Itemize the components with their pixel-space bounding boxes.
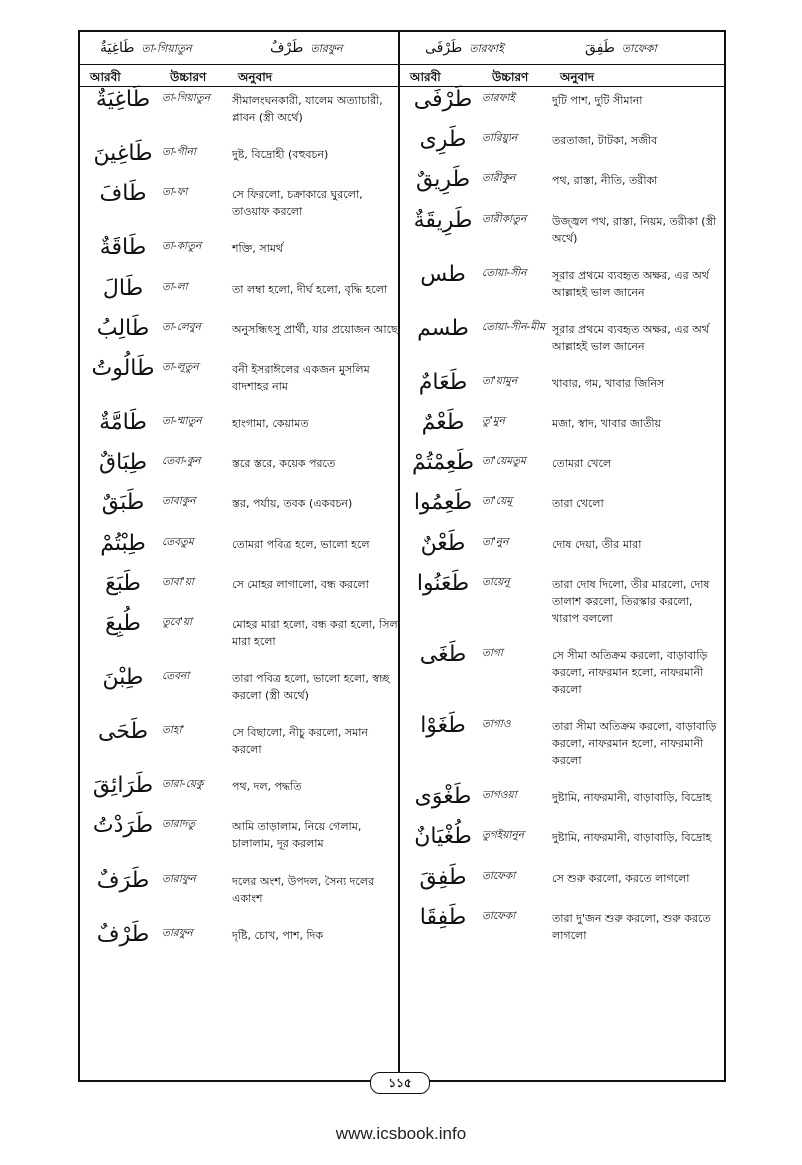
translation: দুষ্টামি, নাফরমানী, বাড়াবাড়ি, বিদ্রোহ <box>552 791 712 805</box>
arabic-word: طَرَدْتُ <box>92 813 154 839</box>
arabic-word: طِبْتُمْ <box>100 530 146 556</box>
translation: দৃষ্টি, চোখ, পাশ, দিক <box>232 928 324 942</box>
pronunciation: তা-কাতুন <box>162 240 202 253</box>
dictionary-entry <box>84 867 402 907</box>
dictionary-entry <box>404 570 722 627</box>
arabic-word: طَاغِينَ <box>93 141 153 167</box>
pronunciation: তা'নুন <box>482 535 509 548</box>
dictionary-entry <box>404 530 722 556</box>
arabic-word: طَغَى <box>419 641 467 667</box>
arabic-word: طَالِبُ <box>96 315 150 341</box>
translation: তারা পবিত্র হলো, ভালো হলো, স্বচ্ছ করলো (স্ত্রী অর্থে) <box>232 672 390 703</box>
dictionary-entry <box>404 409 722 435</box>
pronunciation: তারীকাতুন <box>482 212 527 225</box>
pronunciation: তা'য়েমতুম <box>482 455 526 468</box>
guide-word-3: طَرْفَى তারফাই <box>425 40 504 56</box>
translation: দোষ দেয়া, তীর মারা <box>552 537 642 551</box>
translation: দুষ্ট, বিদ্রোহী (বহুবচন) <box>232 148 329 162</box>
header-arabic-left: আরবী <box>90 70 121 84</box>
dictionary-entry <box>404 823 722 849</box>
pronunciation: তু'মুন <box>482 415 505 428</box>
pronunciation: তুবে'য়া <box>162 615 193 628</box>
pronunciation: তা-লা <box>162 280 188 293</box>
dictionary-entry <box>84 921 402 947</box>
arabic-word: طَغْوَى <box>414 784 472 810</box>
dictionary-entry <box>84 315 402 341</box>
pronunciation: তোয়া-সীন <box>482 266 527 279</box>
translation: সে সীমা অতিক্রম করলো, বাড়াবাড়ি করলো, নাফরমান হলো, নাফরমানী করলো <box>552 648 708 697</box>
pronunciation: তারীকুন <box>482 172 516 185</box>
arabic-word: طَرِيقَةٌ <box>413 207 473 233</box>
guide-word-1: طَاغِيَةٌ তা-গিয়াতুন <box>100 40 192 56</box>
dictionary-entry <box>84 275 402 301</box>
translation: শক্তি, সামর্থ <box>232 242 284 256</box>
pronunciation: তা-লূতুন <box>162 360 199 373</box>
arabic-word: طِبْنَ <box>102 665 144 691</box>
pronunciation: তারফাই <box>482 92 515 104</box>
pronunciation: তাবা'য়া <box>162 575 194 588</box>
dictionary-entry <box>84 489 402 515</box>
arabic-word: طَعَنُوا <box>416 570 470 596</box>
dictionary-entry <box>84 86 402 126</box>
translation: পথ, দল, পদ্ধতি <box>232 780 302 794</box>
pronunciation: তা-গিয়াতুন <box>162 92 210 104</box>
translation: সে ফিরলো, চক্রাকারে ঘুরলো, তাওয়াফ করলো <box>232 188 363 219</box>
arabic-word: طَفِقَ <box>419 864 467 890</box>
site-url[interactable]: www.icsbook.info <box>335 1124 467 1143</box>
arabic-word: طَامَّةٌ <box>99 410 147 436</box>
dictionary-entry <box>404 489 722 515</box>
arabic-word: طَعَامٌ <box>418 369 468 395</box>
pronunciation: তাগওয়া <box>482 789 517 802</box>
dictionary-entry <box>84 772 402 798</box>
arabic-word: طَرَائِقَ <box>92 773 154 799</box>
translation: উজ্জ্বল পথ, রাস্তা, নিয়ম, তরীকা (স্ত্রী অর্থে) <box>552 214 717 245</box>
arabic-word: طُبِعَ <box>105 610 141 636</box>
dictionary-entry <box>84 610 402 650</box>
translation: তোমরা পবিত্র হলে, ভালো হলে <box>232 537 370 551</box>
arabic-word: طَرَفٌ <box>96 867 150 893</box>
dictionary-entry <box>404 904 722 944</box>
dictionary-entry <box>404 449 722 475</box>
translation: খাবার, গম, খাবার জিনিস <box>552 376 665 390</box>
dictionary-entry <box>84 355 402 395</box>
arabic-word: طس <box>420 261 466 287</box>
arabic-word: طَاغِيَةٌ <box>95 87 151 112</box>
dictionary-entry <box>84 664 402 704</box>
pronunciation: তা-লেবুন <box>162 320 201 333</box>
pronunciation: তারিয়্যুন <box>482 132 518 145</box>
pronunciation: তুগইয়ানুন <box>482 829 524 842</box>
arabic-word: طَعِمُوا <box>413 490 473 516</box>
arabic-word: طَعْنٌ <box>420 530 466 556</box>
pronunciation: তা-গীনা <box>162 146 196 159</box>
dictionary-entry <box>84 140 402 166</box>
arabic-word: طسم <box>417 315 469 341</box>
translation: স্তরে স্তরে, কয়েক পরতে <box>232 457 336 471</box>
dictionary-entry <box>84 180 402 220</box>
pronunciation: তায়েনূ <box>482 575 510 588</box>
translation: সূরার প্রথমে ব্যবহৃত অক্ষর, এর অর্থ আল্লাহই ভাল জানেন <box>552 268 709 299</box>
translation: সীমালংঘনকারী, যালেম অত্যাচারী, প্লাবন (স্ত্রী অর্থে) <box>232 94 383 125</box>
pronunciation: তা'য়ামুন <box>482 374 518 387</box>
dictionary-entry <box>404 369 722 395</box>
header-trans-left: অনুবাদ <box>238 70 273 84</box>
dictionary-entry <box>404 261 722 301</box>
translation: মোহর মারা হলো, বন্ধ করা হলো, সিল মারা হলো <box>232 617 398 649</box>
guide-word-4: طَفِقَ তাফেকা <box>585 40 657 56</box>
pronunciation: তাফেকা <box>482 869 516 882</box>
arabic-word: طَافَ <box>99 181 147 207</box>
translation: তারা সীমা অতিক্রম করলো, বাড়াবাড়ি করলো, নাফরমান হলো, নাফরমানী করলো <box>552 720 717 768</box>
translation: স্তর, পর্যায়, তবক (একবচন) <box>232 497 353 511</box>
arabic-word: طَعِمْتُمْ <box>411 450 475 476</box>
arabic-word: طِبَاقٌ <box>99 450 147 476</box>
dictionary-entry <box>404 86 722 112</box>
pronunciation: তাগা <box>482 646 503 659</box>
translation: তারা দোষ দিলো, তীর মারলো, দোষ তালাশ করলো, তিরস্কার করলো, খারাপ বললো <box>552 577 710 625</box>
pronunciation: তোয়া-সীন-মীম <box>482 320 545 333</box>
arabic-word: طَفِقَا <box>419 904 467 930</box>
arabic-word: طَالَ <box>102 275 144 301</box>
guide-rule <box>78 64 726 65</box>
translation: অনুসন্ধিৎসু প্রার্থী, যার প্রয়োজন আছে <box>232 322 398 336</box>
translation: তারা খেলো <box>552 497 604 511</box>
translation: বনী ইসরাঈলের একজন মুসলিম বাদশাহর নাম <box>232 362 370 393</box>
arabic-word: طَرْفَى <box>413 87 473 112</box>
pronunciation: তাবাকুন <box>162 495 196 508</box>
dictionary-entry <box>404 166 722 192</box>
arabic-word: طَرِى <box>419 127 467 153</box>
translation: তরতাজা, টাটকা, সজীব <box>552 134 658 148</box>
pronunciation: তারা-য়েকু <box>162 778 204 791</box>
dictionary-entry <box>404 641 722 698</box>
arabic-word: طَبَقٌ <box>101 490 145 516</box>
dictionary-entry <box>404 864 722 890</box>
pronunciation: তাহা' <box>162 724 185 737</box>
pronunciation: তেবতুম <box>162 535 194 548</box>
translation: সে বিছালো, নীচু করলো, সমান করলো <box>232 726 368 757</box>
dictionary-entry <box>84 449 402 475</box>
arabic-word: طَرِيقٌ <box>415 167 471 193</box>
translation: পথ, রাস্তা, নীতি, তরীকা <box>552 174 658 188</box>
translation: সূরার প্রথমে ব্যবহৃত অক্ষর, এর অর্থ আল্লাহই ভাল জানেন <box>552 322 709 353</box>
translation: হাংগামা, কেয়ামত <box>232 417 309 431</box>
pronunciation: তাগাও <box>482 718 511 731</box>
arabic-word: طَحَى <box>97 719 149 745</box>
guide-word-2: طَرْفٌ তারফুন <box>270 40 343 56</box>
pronunciation: তারাফুন <box>162 872 196 885</box>
arabic-word: طَعْمٌ <box>421 410 465 436</box>
translation: সে মোহর লাগালো, বন্ধ করলো <box>232 577 369 591</box>
header-pron-right: উচ্চারণ <box>492 70 529 84</box>
header-pron-left: উচ্চারণ <box>170 70 207 84</box>
arabic-word: طَغَوْا <box>420 713 466 739</box>
arabic-word: طَبَعَ <box>105 570 141 596</box>
arabic-word: طَرْفٌ <box>96 921 150 947</box>
pronunciation: তেবনা <box>162 670 190 683</box>
dictionary-entry <box>84 718 402 758</box>
left-column <box>84 86 402 961</box>
translation: দুষ্টামি, নাফরমানী, বাড়াবাড়ি, বিদ্রোহ <box>552 831 712 845</box>
dictionary-entry <box>404 315 722 355</box>
dictionary-entry <box>404 712 722 769</box>
dictionary-entry <box>84 812 402 852</box>
dictionary-entry <box>84 570 402 596</box>
right-column <box>404 86 722 958</box>
dictionary-entry <box>84 234 402 260</box>
pronunciation: তা-ফা <box>162 186 188 199</box>
header-trans-right: অনুবাদ <box>560 70 595 84</box>
translation: আমি তাড়ালাম, নিয়ে গেলাম, চালালাম, দূর করলাম <box>232 820 362 851</box>
pronunciation: তারফুন <box>162 926 193 939</box>
header-arabic-right: আরবী <box>410 70 441 84</box>
arabic-word: طَالُوتُ <box>91 355 155 381</box>
translation: তা লম্বা হলো, দীর্ঘ হলো, বৃদ্ধি হলো <box>232 282 388 296</box>
arabic-word: طَاقَةٌ <box>99 235 147 261</box>
pronunciation: তা'য়েমূ <box>482 495 513 508</box>
translation: মজা, স্বাদ, খাবার জাতীয় <box>552 417 661 431</box>
dictionary-entry <box>84 530 402 556</box>
translation: তারা দু'জন শুরু করলো, শুরু করতে লাগলো <box>552 911 711 942</box>
dictionary-entry <box>84 409 402 435</box>
arabic-word: طُغْيَانٌ <box>414 824 472 850</box>
page-number: ১১৫ <box>370 1072 430 1094</box>
pronunciation: তারাদতু <box>162 818 196 831</box>
dictionary-entry <box>404 126 722 152</box>
translation: দলের অংশ, উপদল, সৈন্য দলের একাংশ <box>232 874 375 905</box>
dictionary-entry <box>404 207 722 247</box>
pronunciation: তেবা-কুন <box>162 455 201 468</box>
pronunciation: তা-ম্মাতুন <box>162 415 202 428</box>
dictionary-entry <box>404 783 722 809</box>
translation: দুটি পাশ, দুটি সীমানা <box>552 94 643 107</box>
translation: সে শুরু করলো, করতে লাগলো <box>552 871 690 885</box>
translation: তোমরা খেলে <box>552 457 612 471</box>
pronunciation: তাফেকা <box>482 909 516 922</box>
